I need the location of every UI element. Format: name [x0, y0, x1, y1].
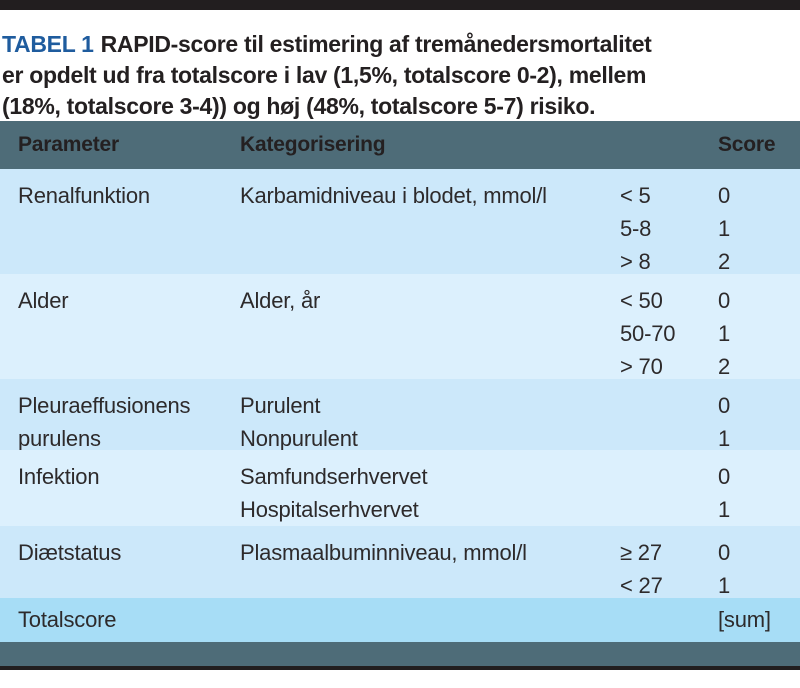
parameter-line: Renalfunktion — [18, 183, 150, 208]
table-caption — [0, 10, 800, 121]
threshold-line: 5-8 — [620, 216, 652, 241]
caption-line-1 — [2, 29, 792, 60]
score-line: 1 — [718, 573, 731, 598]
kategorisering-line: Hospitalserhvervet — [240, 497, 419, 522]
table-body — [0, 169, 800, 598]
table-row — [0, 169, 800, 274]
score-line: 0 — [718, 464, 731, 489]
table-number-label: TABEL 1 — [2, 31, 94, 57]
kategorisering-line: Alder, år — [240, 288, 321, 313]
table-header-row — [0, 121, 800, 169]
cell-score — [718, 460, 800, 526]
parameter-line: Diætstatus — [18, 540, 122, 565]
table-row — [0, 450, 800, 526]
cell-kategorisering — [240, 389, 620, 450]
threshold-line: 50-70 — [620, 321, 676, 346]
cell-parameter — [18, 536, 240, 598]
parameter-line: Pleuraeffusionens — [18, 393, 191, 418]
table-row — [0, 274, 800, 379]
table-row — [0, 526, 800, 598]
parameter-line: Alder — [18, 288, 69, 313]
kategorisering-line: Samfundserhvervet — [240, 464, 428, 489]
threshold-line: > 70 — [620, 354, 663, 379]
cell-score — [718, 284, 800, 379]
header-parameter: Parameter — [18, 133, 119, 156]
cell-threshold — [620, 389, 718, 450]
score-line: 1 — [718, 497, 731, 522]
cell-kategorisering — [240, 460, 620, 526]
cell-parameter — [18, 460, 240, 526]
kategorisering-line: Nonpurulent — [240, 426, 358, 450]
cell-threshold — [620, 179, 718, 274]
parameter-line: Infektion — [18, 464, 100, 489]
threshold-line: < 5 — [620, 183, 651, 208]
header-kategorisering: Kategorisering — [240, 133, 386, 156]
kategorisering-line: Karbamidniveau i blodet, mmol/l — [240, 183, 547, 208]
cell-kategorisering — [240, 179, 620, 274]
cell-parameter — [18, 284, 240, 379]
score-line: 0 — [718, 288, 731, 313]
score-line: 1 — [718, 321, 731, 346]
total-score-row — [0, 598, 800, 642]
bottom-teal-bar — [0, 642, 800, 666]
score-line: 0 — [718, 540, 731, 565]
kategorisering-line: Plasmaalbuminniveau, mmol/l — [240, 540, 527, 565]
bottom-rule-bar — [0, 666, 800, 670]
kategorisering-line: Purulent — [240, 393, 321, 418]
score-line: 2 — [718, 354, 731, 379]
parameter-line: purulens — [18, 426, 101, 450]
total-score-value: [sum] — [718, 607, 771, 632]
cell-parameter — [18, 179, 240, 274]
cell-kategorisering — [240, 536, 620, 598]
score-line: 2 — [718, 249, 731, 274]
threshold-line: < 50 — [620, 288, 663, 313]
caption-line-3: (18%, totalscore 3-4)) og høj (48%, totalscore 5-7) risiko. — [2, 93, 596, 119]
table-row — [0, 379, 800, 450]
threshold-line: < 27 — [620, 573, 663, 598]
cell-parameter — [18, 389, 240, 450]
cell-kategorisering — [240, 284, 620, 379]
cell-threshold — [620, 284, 718, 379]
score-line: 1 — [718, 426, 731, 450]
threshold-line: > 8 — [620, 249, 651, 274]
top-rule-bar — [0, 0, 800, 10]
cell-score — [718, 179, 800, 274]
cell-threshold — [620, 536, 718, 598]
score-line: 0 — [718, 183, 731, 208]
threshold-line: ≥ 27 — [620, 540, 662, 565]
total-score-label: Totalscore — [18, 607, 117, 632]
score-line: 1 — [718, 216, 731, 241]
score-line: 0 — [718, 393, 731, 418]
cell-score — [718, 536, 800, 598]
caption-line-2: er opdelt ud fra totalscore i lav (1,5%, totalscore 0-2), mellem — [2, 62, 647, 88]
cell-threshold — [620, 460, 718, 526]
header-score: Score — [718, 133, 776, 156]
caption-line-1-text: RAPID-score til estimering af tremånedersmortalitet — [100, 31, 652, 57]
cell-score — [718, 389, 800, 450]
